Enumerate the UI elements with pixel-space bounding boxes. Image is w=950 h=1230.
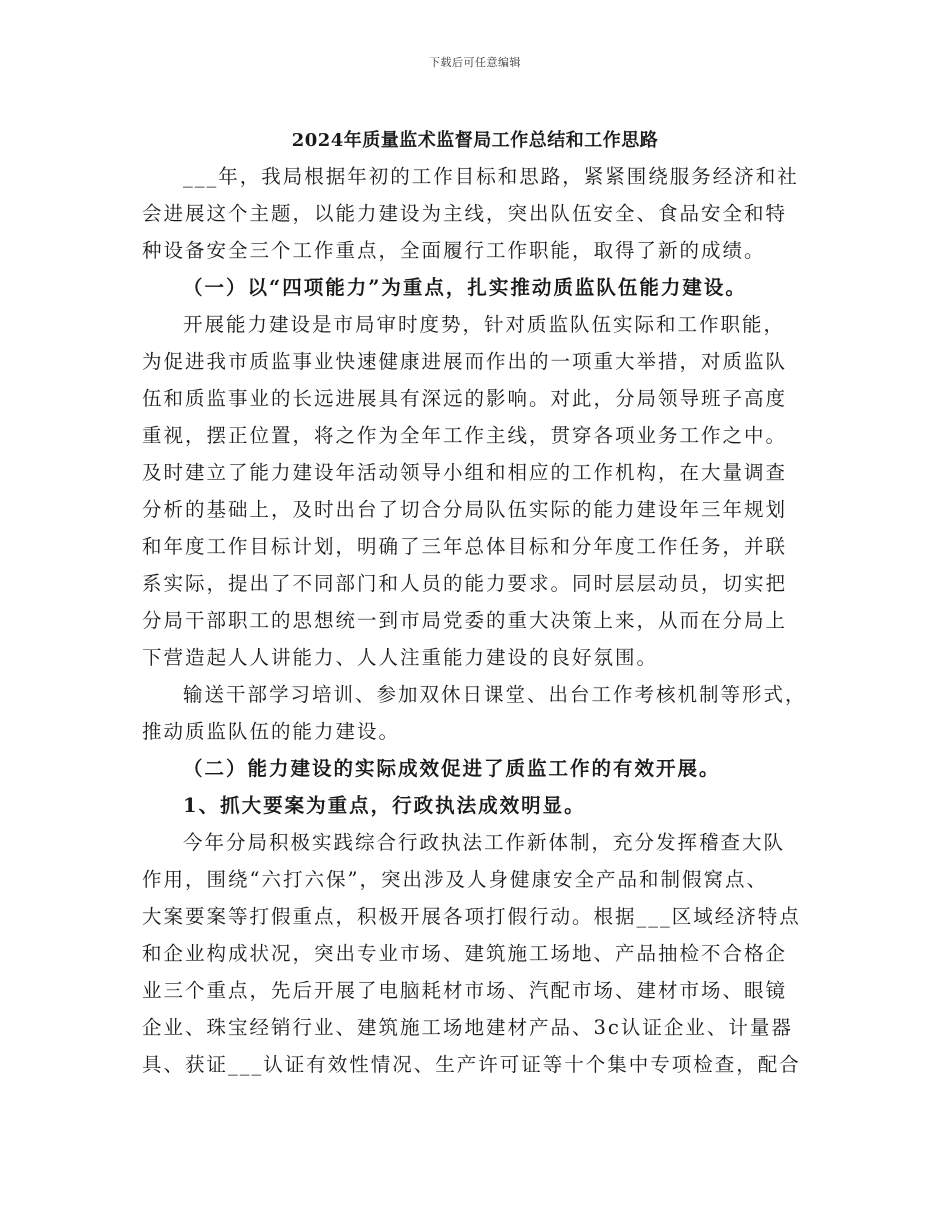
subsection-heading: 1、抓大要案为重点，行政执法成效明显。 (183, 794, 586, 817)
paragraph-line: 分局干部职工的思想统一到市局党委的重大决策上来，从而在分局上 (142, 609, 788, 632)
paragraph-line: 系实际，提出了不同部门和人员的能力要求。同时层层动员，切实把 (142, 572, 788, 595)
paragraph-line: ___年，我局根据年初的工作目标和思路，紧紧围绕服务经济和社 (183, 165, 799, 188)
paragraph-line: 今年分局积极实践综合行政执法工作新体制，充分发挥稽查大队 (183, 831, 786, 854)
paragraph-line: 会进展这个主题，以能力建设为主线，突出队伍安全、食品安全和特 (142, 202, 788, 225)
paragraph-line: 下营造起人人讲能力、人人注重能力建设的良好氛围。 (142, 646, 659, 669)
paragraph-line: 业三个重点，先后开展了电脑耗材市场、汽配市场、建材市场、眼镜 (142, 979, 788, 1002)
paragraph-line: 企业、珠宝经销行业、建筑施工场地建材产品、3c认证企业、计量器 (142, 1016, 793, 1039)
paragraph-line: 具、获证___认证有效性情况、生产许可证等十个集中专项检查，配合 (142, 1053, 801, 1076)
document-title: 2024年质量监术监督局工作总结和工作思路 (291, 130, 659, 151)
paragraph-line: 伍和质监事业的长远进展具有深远的影响。对此，分局领导班子高度 (142, 387, 788, 410)
paragraph-line: 输送干部学习培训、参加双休日课堂、出台工作考核机制等形式， (183, 683, 807, 706)
paragraph-line: 推动质监队伍的能力建设。 (142, 720, 401, 743)
paragraph-line: 大案要案等打假重点，积极开展各项打假行动。根据___区域经济特点 (142, 905, 801, 928)
paragraph-line: 种设备安全三个工作重点，全面履行工作职能，取得了新的成绩。 (142, 239, 766, 262)
paragraph-line: 为促进我市质监事业快速健康进展而作出的一项重大举措，对质监队 (142, 350, 788, 373)
paragraph-line: 作用，围绕“六打六保”，突出涉及人身健康安全产品和制假窝点、 (142, 868, 768, 891)
section-heading: （一）以“四项能力”为重点，扎实推动质监队伍能力建设。 (183, 276, 747, 299)
document-body (142, 158, 812, 1083)
header-note: 下载后可任意编辑 (429, 56, 521, 69)
paragraph-line: 重视，摆正位置，将之作为全年工作主线，贯穿各项业务工作之中。 (142, 424, 788, 447)
paragraph-line: 和企业构成状况，突出专业市场、建筑施工场地、产品抽检不合格企 (142, 942, 788, 965)
paragraph-line: 和年度工作目标计划，明确了三年总体目标和分年度工作任务，并联 (142, 535, 788, 558)
paragraph-line: 及时建立了能力建设年活动领导小组和相应的工作机构，在大量调查 (142, 461, 788, 484)
paragraph-line: 分析的基础上，及时出台了切合分局队伍实际的能力建设年三年规划 (142, 498, 788, 521)
paragraph-line: 开展能力建设是市局审时度势，针对质监队伍实际和工作职能， (183, 313, 786, 336)
section-heading: （二）能力建设的实际成效促进了质监工作的有效开展。 (183, 757, 721, 780)
